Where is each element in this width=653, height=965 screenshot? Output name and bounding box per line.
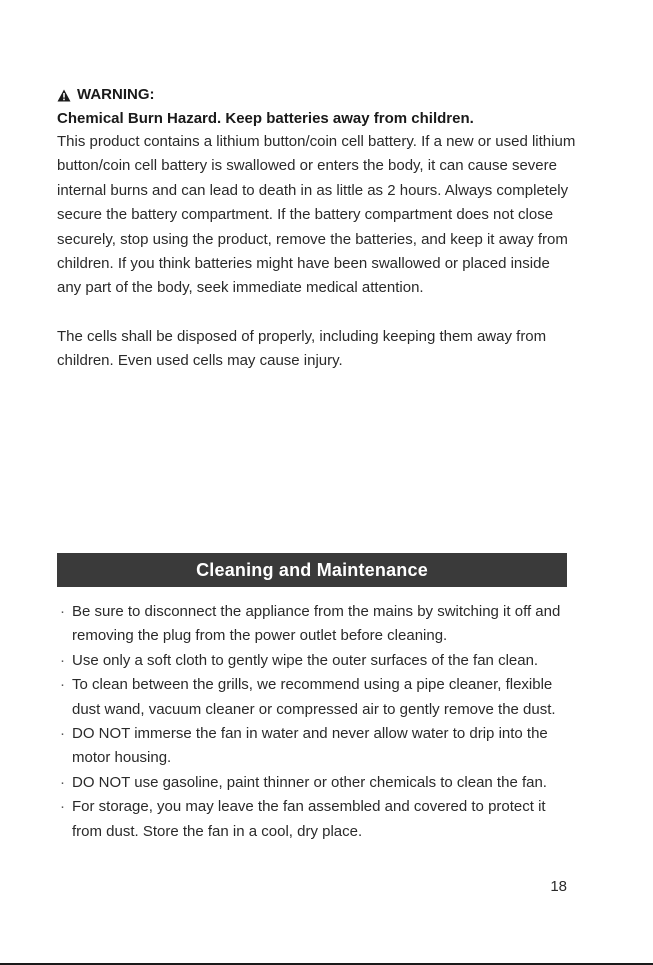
section-title: Cleaning and Maintenance xyxy=(196,559,428,580)
list-item xyxy=(57,673,577,722)
list-item-text: To clean between the grills, we recommend using a pipe cleaner, flexible dust wand, vacuum cleaner or compressed air to gently remove the dust. xyxy=(72,676,556,718)
bullet-marker: · xyxy=(60,603,65,620)
list-item xyxy=(57,649,577,673)
warning-subheading: Chemical Burn Hazard. Keep batteries away from children. xyxy=(57,110,474,127)
list-item xyxy=(57,722,577,771)
warning-heading-text: WARNING: xyxy=(77,86,155,103)
list-item-text: Be sure to disconnect the appliance from the mains by switching it off and removing the plug from the power outlet before cleaning. xyxy=(72,603,561,645)
warning-block xyxy=(57,84,577,374)
list-item xyxy=(57,600,577,649)
section-header-bar xyxy=(57,553,567,587)
list-item-text: Use only a soft cloth to gently wipe the outer surfaces of the fan clean. xyxy=(72,651,539,669)
bullet-marker: · xyxy=(60,798,65,816)
bullet-marker: · xyxy=(60,773,65,791)
warning-paragraph: This product contains a lithium button/coin cell battery. If a new or used lithium button/coin cell battery is swallowed or enters the body, it can cause severe internal burns and can lead to death in as little as 2 hours. Always completely secure the battery compartment. If the battery compartment does not close securely, stop using the product, remove the batteries, and keep it away from children. If you think batteries might have been swallowed or placed inside any part of the body, seek immediate medical attention. xyxy=(57,133,576,297)
list-item xyxy=(57,795,577,844)
maintenance-list xyxy=(57,600,577,844)
list-item xyxy=(57,771,577,795)
warning-heading xyxy=(57,84,577,106)
disposal-paragraph: The cells shall be disposed of properly, including keeping them away from children. Even used cells may cause injury. xyxy=(57,327,547,370)
page-number: 18 xyxy=(550,878,567,895)
list-item-text: For storage, you may leave the fan assembled and covered to protect it from dust. Store the fan in a cool, dry place. xyxy=(72,798,546,840)
bullet-marker: · xyxy=(60,725,65,743)
bullet-marker: · xyxy=(60,651,65,669)
list-item-text: DO NOT immerse the fan in water and never allow water to drip into the motor housing. xyxy=(72,725,548,767)
warning-triangle-icon xyxy=(57,89,71,102)
list-item-text: DO NOT use gasoline, paint thinner or other chemicals to clean the fan. xyxy=(72,773,547,791)
bullet-marker: · xyxy=(60,676,65,694)
